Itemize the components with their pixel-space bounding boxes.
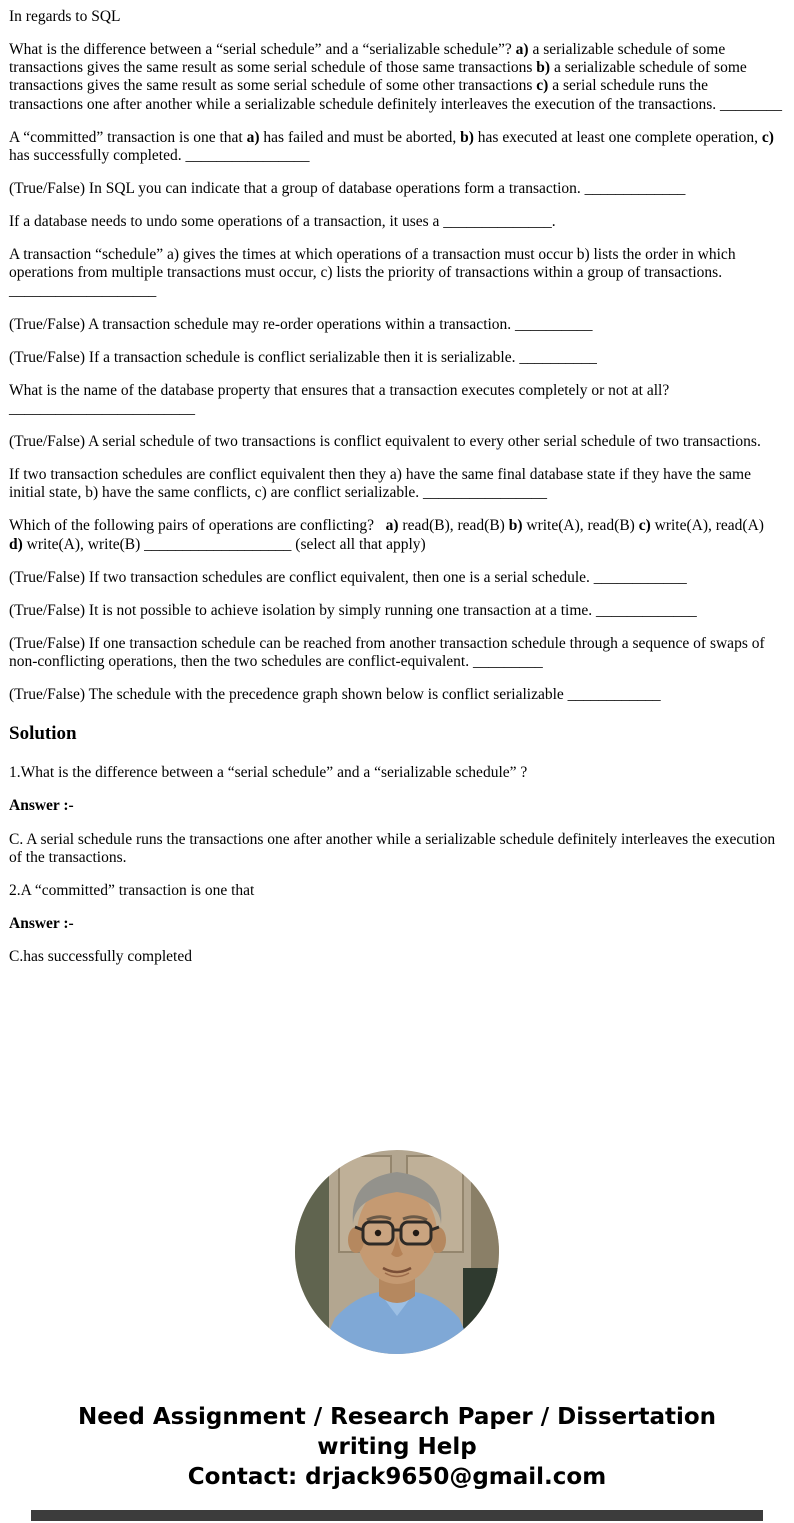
text-segment: What is the difference between a “serial schedule” and a “serializable schedule”? [9,41,516,59]
question-isolation [9,602,785,620]
text-segment: write(A), write(B) ___________________ (select all that apply) [22,535,426,553]
question-sql-transaction-group [9,180,785,198]
text-segment: has successfully completed. ________________ [9,128,778,164]
bold-text-segment: Answer :- [9,797,74,815]
text-segment: In regards to SQL [9,8,121,25]
question-serial-vs-serializable [9,41,785,114]
question-committed-transaction [9,129,785,165]
footer-help-text: Need Assignment / Research Paper / Dissertation writing Help [77,1404,717,1460]
text-segment: Which of the following pairs of operations are conflicting? [9,517,386,535]
text-segment: (True/False) In SQL you can indicate that a group of database operations form a transaction. _____________ [9,179,686,197]
text-segment: C. A serial schedule runs the transactions one after another while a serializable schedule definitely interleaves the execution of the transactions. [9,830,779,866]
question-conflict-serializable [9,349,785,367]
solution-question-1 [9,764,785,782]
bold-text-segment: a) [246,128,260,146]
answer-1 [9,831,785,867]
text-segment: If a database needs to undo some operations of a transaction, it uses a ______________. [9,213,556,230]
question-precedence-graph [9,686,785,704]
bold-text-segment: b) [460,128,474,146]
text-segment: (True/False) A serial schedule of two transactions is conflict equivalent to every other serial schedule of two transactions. [9,433,761,450]
footer-contact-email: Contact: drjack9650@gmail.com [187,1464,607,1490]
text-segment: write(A), read(A) [650,517,776,535]
question-transaction-schedule [9,246,785,300]
text-segment: 1.What is the difference between a “serial schedule” and a “serializable schedule” ? [9,764,528,782]
text-segment: If two transaction schedules are conflict equivalent then they a) have the same final database state if they have the same initial state, b) have the same conflicts, c) are conflict serializable. ________________ [9,466,755,502]
answer-2 [9,948,785,966]
text-segment: (True/False) It is not possible to achieve isolation by simply running one transaction at a time. _____________ [9,601,697,619]
question-swaps-nonconflicting [9,635,785,671]
bold-text-segment: a) [385,517,399,535]
solution-heading: Solution [9,723,77,745]
bold-text-segment: a) [515,41,529,59]
question-conflicting-pairs [9,517,785,553]
bold-text-segment: c) [536,77,549,95]
answer-label-1 [9,797,785,815]
bold-text-segment: c) [761,128,774,146]
bold-text-segment: b) [508,517,523,535]
text-segment: write(A), read(B) [522,517,639,535]
text-segment: 2.A “committed” transaction is one that [9,881,255,899]
question-conflict-equivalent-schedules [9,466,785,502]
tutor-photo [295,1150,499,1354]
bold-text-segment: d) [9,535,23,553]
bold-text-segment: Answer :- [9,914,74,932]
text-segment: A “committed” transaction is one that [9,128,247,146]
text-segment: What is the name of the database property that ensures that a transaction executes completely or not at all? ________________________ [9,381,674,417]
text-segment: has failed and must be aborted, [259,128,461,146]
question-serial-schedule-equivalent [9,433,785,451]
text-segment: a serializable schedule of some transactions gives the same result as some serial schedule of some other transactions [9,59,751,95]
tutor-photo-illustration [295,1150,499,1354]
text-segment: (True/False) If two transaction schedules are conflict equivalent, then one is a serial schedule. ____________ [9,568,687,586]
footer [0,1402,794,1492]
text-segment: a serial schedule runs the transactions one after another while a serializable schedule definitely interleaves the execution of the transactions. ________ [9,77,782,113]
text-segment: a serializable schedule of some transactions gives the same result as some serial schedule of those same transactions [9,41,730,77]
bottom-bar [31,1510,763,1521]
text-segment: (True/False) If one transaction schedule can be reached from another transaction schedule through a sequence of swaps of non-conflicting operations, then the two schedules are conflict-equivalent. _________ [9,634,769,670]
question-reorder-operations [9,316,785,334]
text-segment: C.has successfully completed [9,948,192,965]
question-one-serial-schedule [9,569,785,587]
solution-question-2 [9,882,785,900]
bold-text-segment: b) [536,59,551,77]
text-segment: read(B), read(B) [398,517,509,535]
text-segment: (True/False) A transaction schedule may re-order operations within a transaction. __________ [9,315,593,333]
text-segment: (True/False) If a transaction schedule is conflict serializable then it is serializable. __________ [9,348,597,366]
question-undo-operations [9,213,785,231]
answer-label-2 [9,915,785,933]
text-segment: has executed at least one complete operation, [473,128,762,146]
bold-text-segment: c) [638,517,651,535]
text-segment: (True/False) The schedule with the precedence graph shown below is conflict serializable ____________ [9,686,661,704]
text-segment: A transaction “schedule” a) gives the times at which operations of a transaction must occur b) lists the order in which operations from multiple transactions must occur, c) lists the priority of transactions within a group of transactions. ___________________ [9,246,740,300]
question-database-property [9,382,785,418]
intro-line [9,8,785,26]
